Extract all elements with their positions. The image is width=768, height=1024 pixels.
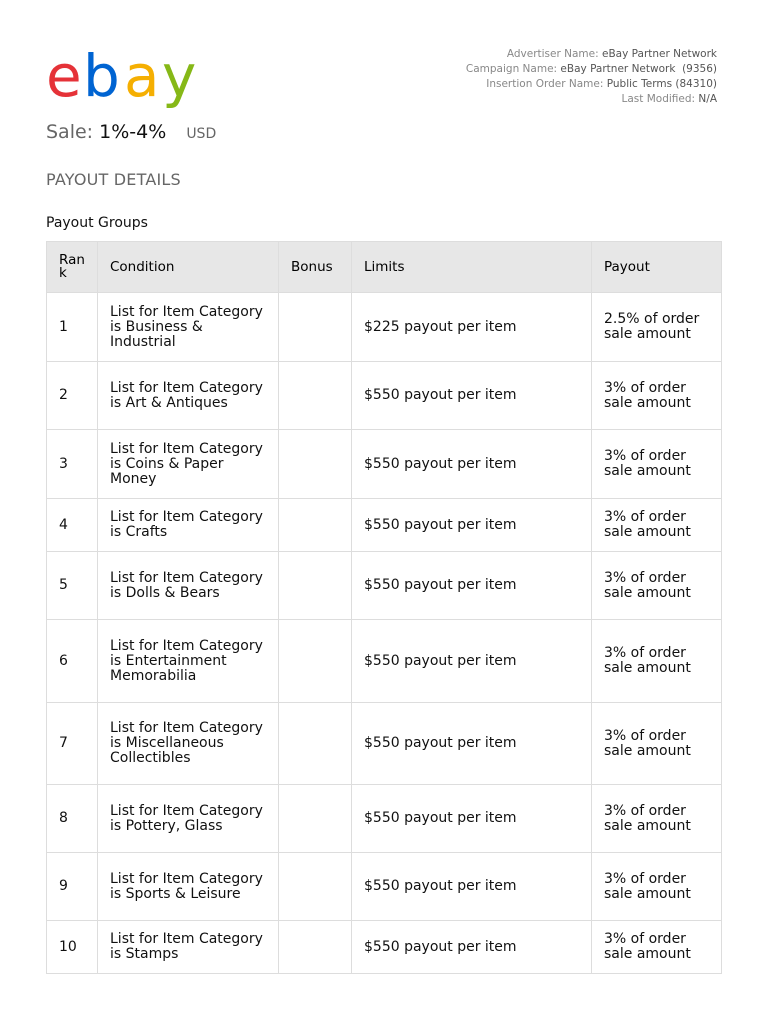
payout-cell: 3% of order sale amount — [592, 499, 722, 552]
logo-letter-b: b — [83, 42, 120, 110]
payout-cell: 3% of order sale amount — [592, 853, 722, 921]
sale-currency: USD — [186, 126, 217, 142]
table-row — [47, 552, 722, 620]
logo-letter-y: y — [162, 42, 197, 110]
rank-cell: 9 — [47, 853, 98, 921]
condition-cell: List for Item Category is Business & Industrial — [98, 293, 279, 362]
payout-cell: 3% of order sale amount — [592, 430, 722, 499]
payout-cell: 3% of order sale amount — [592, 703, 722, 785]
condition-column-header: Condition — [98, 242, 279, 293]
bonus-cell — [279, 552, 352, 620]
limits-cell: $550 payout per item — [352, 703, 592, 785]
limits-cell: $550 payout per item — [352, 853, 592, 921]
table-body — [47, 293, 722, 974]
payout-cell: 2.5% of order sale amount — [592, 293, 722, 362]
bonus-cell — [279, 499, 352, 552]
payout-cell: 3% of order sale amount — [592, 785, 722, 853]
rank-cell: 1 — [47, 293, 98, 362]
payout-groups-table — [46, 241, 722, 974]
bonus-cell — [279, 620, 352, 703]
campaign-value: eBay Partner Network (9356) — [560, 63, 717, 75]
payout-cell: 3% of order sale amount — [592, 921, 722, 974]
bonus-cell — [279, 853, 352, 921]
limits-cell: $550 payout per item — [352, 362, 592, 430]
logo-letter-a: a — [124, 42, 160, 110]
rank-cell: 10 — [47, 921, 98, 974]
condition-cell: List for Item Category is Entertainment Memorabilia — [98, 620, 279, 703]
limits-cell: $550 payout per item — [352, 499, 592, 552]
table-row — [47, 853, 722, 921]
table-row — [47, 499, 722, 552]
table-row — [47, 785, 722, 853]
insertion-order-label: Insertion Order Name: — [486, 78, 604, 90]
bonus-cell — [279, 293, 352, 362]
rank-cell: 3 — [47, 430, 98, 499]
table-header-row — [47, 242, 722, 293]
table-row — [47, 620, 722, 703]
last-modified-value: N/A — [698, 93, 717, 105]
bonus-cell — [279, 785, 352, 853]
condition-cell: List for Item Category is Coins & Paper Money — [98, 430, 279, 499]
condition-cell: List for Item Category is Miscellaneous Collectibles — [98, 703, 279, 785]
table-row — [47, 921, 722, 974]
payout-cell: 3% of order sale amount — [592, 552, 722, 620]
table-row — [47, 293, 722, 362]
payout-details-heading: PAYOUT DETAILS — [46, 170, 181, 189]
condition-cell: List for Item Category is Stamps — [98, 921, 279, 974]
limits-column-header: Limits — [352, 242, 592, 293]
condition-cell: List for Item Category is Crafts — [98, 499, 279, 552]
bonus-cell — [279, 921, 352, 974]
rank-cell: 4 — [47, 499, 98, 552]
condition-cell: List for Item Category is Dolls & Bears — [98, 552, 279, 620]
condition-cell: List for Item Category is Art & Antiques — [98, 362, 279, 430]
condition-cell: List for Item Category is Sports & Leisure — [98, 853, 279, 921]
bonus-cell — [279, 430, 352, 499]
logo-letter-e: e — [46, 42, 79, 110]
rank-cell: 2 — [47, 362, 98, 430]
payout-column-header: Payout — [592, 242, 722, 293]
advertiser-value: eBay Partner Network — [602, 48, 717, 60]
rank-cell: 6 — [47, 620, 98, 703]
campaign-label: Campaign Name: — [465, 63, 558, 75]
last-modified-row — [466, 92, 717, 107]
rank-cell: 8 — [47, 785, 98, 853]
sale-summary — [46, 121, 216, 143]
ebay-logo-mark — [46, 42, 216, 112]
payout-cell: 3% of order sale amount — [592, 620, 722, 703]
rank-cell: 7 — [47, 703, 98, 785]
limits-cell: $550 payout per item — [352, 785, 592, 853]
advertiser-label: Advertiser Name: — [506, 48, 599, 60]
table-header — [47, 242, 722, 293]
limits-cell: $550 payout per item — [352, 430, 592, 499]
limits-cell: $225 payout per item — [352, 293, 592, 362]
campaign-row — [466, 62, 717, 77]
payout-cell: 3% of order sale amount — [592, 362, 722, 430]
table-row — [47, 362, 722, 430]
insertion-order-value: Public Terms (84310) — [606, 78, 717, 90]
sale-value: 1%-4% — [99, 121, 167, 143]
limits-cell: $550 payout per item — [352, 921, 592, 974]
table-row — [47, 430, 722, 499]
rank-cell: 5 — [47, 552, 98, 620]
ebay-logo — [46, 42, 216, 112]
limits-cell: $550 payout per item — [352, 620, 592, 703]
bonus-column-header: Bonus — [279, 242, 352, 293]
condition-cell: List for Item Category is Pottery, Glass — [98, 785, 279, 853]
insertion-order-row — [466, 77, 717, 92]
bonus-cell — [279, 362, 352, 430]
rank-column-header: Rank — [47, 242, 98, 293]
limits-cell: $550 payout per item — [352, 552, 592, 620]
sale-label: Sale: — [46, 121, 94, 143]
table-row — [47, 703, 722, 785]
payout-groups-heading: Payout Groups — [46, 215, 148, 231]
advertiser-row — [466, 47, 717, 62]
campaign-meta — [466, 47, 717, 107]
bonus-cell — [279, 703, 352, 785]
last-modified-label: Last Modified: — [621, 93, 696, 105]
